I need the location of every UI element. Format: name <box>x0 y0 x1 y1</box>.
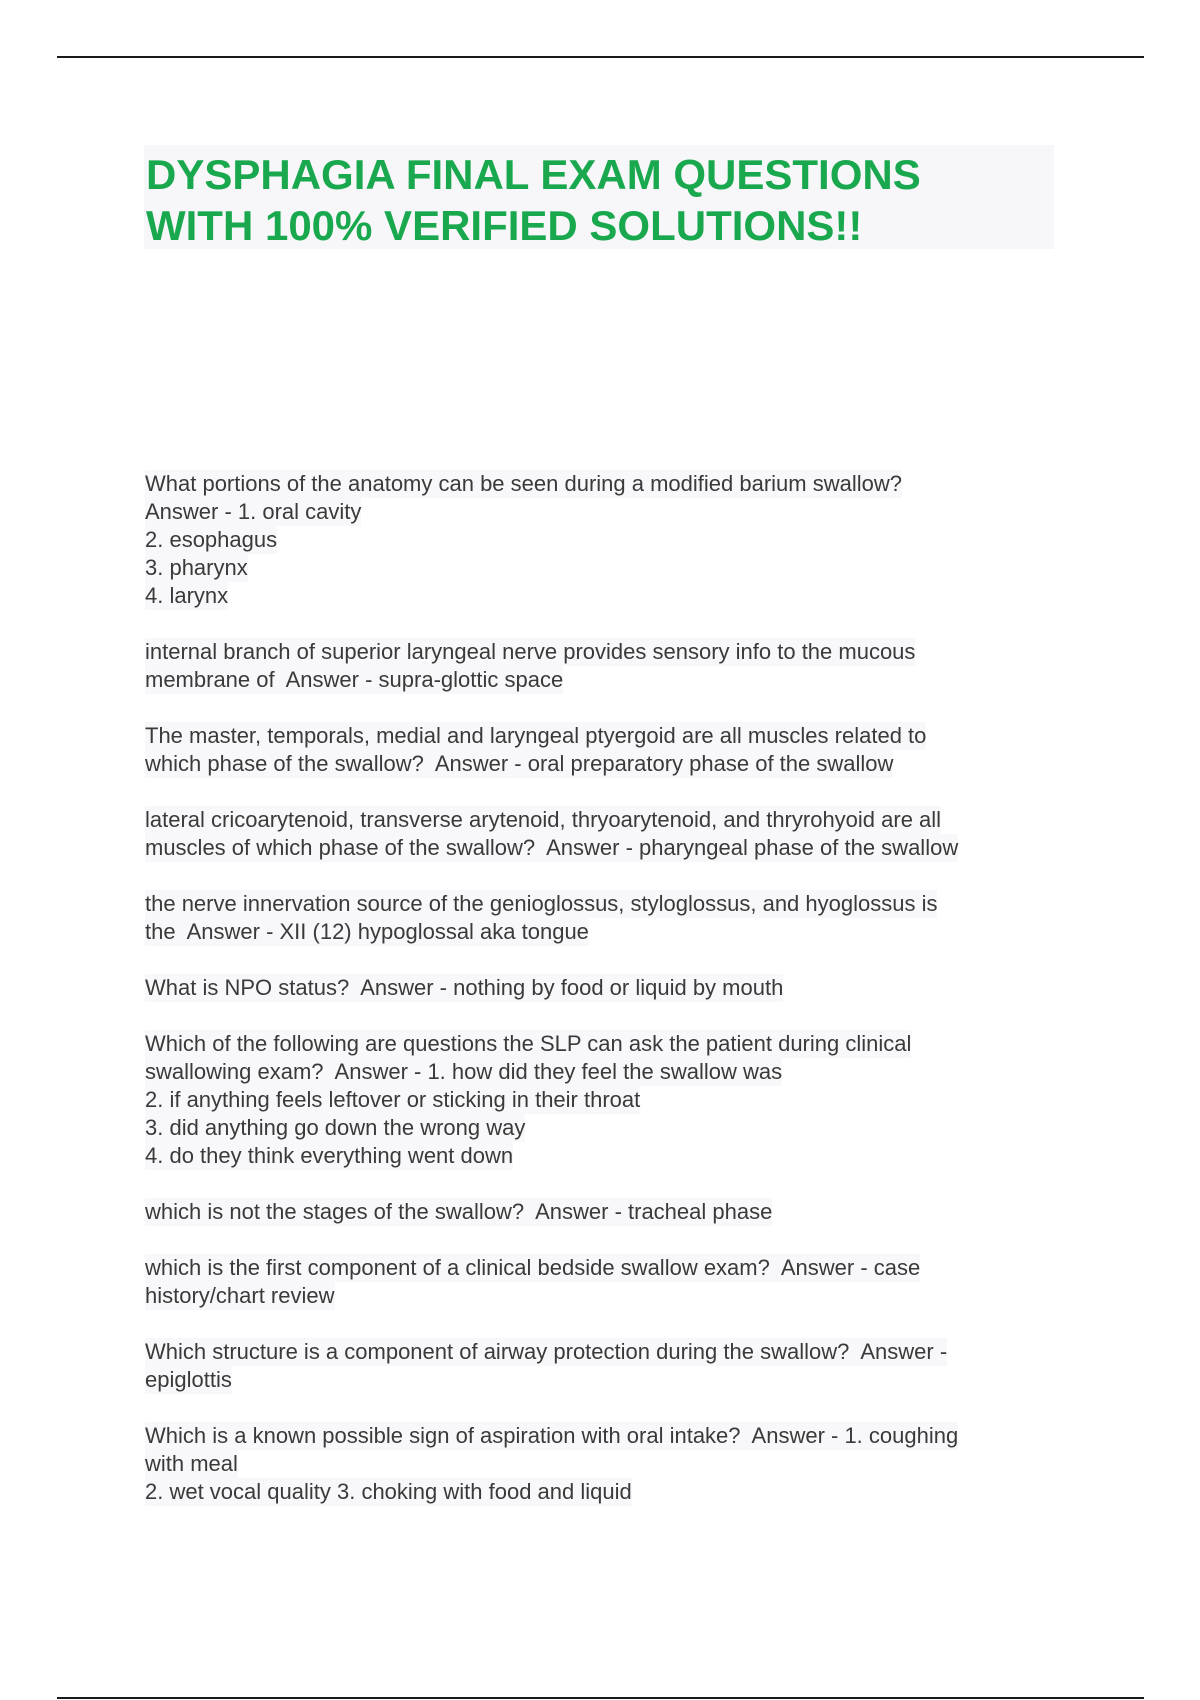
title-line-2: WITH 100% VERIFIED SOLUTIONS!! <box>146 202 863 249</box>
qa-line: 2. esophagus <box>145 527 278 552</box>
qa-line: The master, temporals, medial and laryngeal ptyergoid are all muscles related to <box>145 723 927 748</box>
qa-line: 4. do they think everything went down <box>145 1143 514 1168</box>
question-answer-list <box>145 470 1065 1534</box>
qa-item <box>145 722 1065 778</box>
qa-item <box>145 1338 1065 1394</box>
qa-line: epiglottis <box>145 1367 232 1392</box>
qa-line: with meal <box>145 1451 238 1476</box>
qa-line: muscles of which phase of the swallow? Answer - pharyngeal phase of the swallow <box>145 835 959 860</box>
qa-line: membrane of Answer - supra-glottic space <box>145 667 564 692</box>
qa-line: the Answer - XII (12) hypoglossal aka tongue <box>145 919 589 944</box>
title-line-1: DYSPHAGIA FINAL EXAM QUESTIONS <box>146 151 921 198</box>
qa-line: 2. if anything feels leftover or sticking in their throat <box>145 1087 641 1112</box>
qa-item <box>145 1254 1065 1310</box>
qa-line: Which structure is a component of airway protection during the swallow? Answer - <box>145 1339 948 1364</box>
qa-line: which is the first component of a clinical bedside swallow exam? Answer - case <box>145 1255 921 1280</box>
qa-line: swallowing exam? Answer - 1. how did they feel the swallow was <box>145 1059 783 1084</box>
qa-line: Which of the following are questions the SLP can ask the patient during clinical <box>145 1031 912 1056</box>
qa-line: 3. did anything go down the wrong way <box>145 1115 526 1140</box>
qa-item <box>145 1030 1065 1170</box>
document-title <box>144 145 1054 249</box>
qa-line: 2. wet vocal quality 3. choking with food and liquid <box>145 1479 632 1504</box>
header-rule <box>57 56 1144 58</box>
qa-item <box>145 470 1065 610</box>
qa-line: lateral cricoarytenoid, transverse arytenoid, thryoarytenoid, and thryrohyoid are all <box>145 807 942 832</box>
qa-line: 4. larynx <box>145 583 229 608</box>
qa-item <box>145 1198 1065 1226</box>
qa-line: What portions of the anatomy can be seen during a modified barium swallow? <box>145 471 902 496</box>
qa-line: 3. pharynx <box>145 555 248 580</box>
footer-rule <box>57 1697 1144 1699</box>
qa-line: What is NPO status? Answer - nothing by food or liquid by mouth <box>145 975 784 1000</box>
qa-item <box>145 974 1065 1002</box>
qa-line: internal branch of superior laryngeal nerve provides sensory info to the mucous <box>145 639 916 664</box>
qa-line: Which is a known possible sign of aspiration with oral intake? Answer - 1. coughing <box>145 1423 959 1448</box>
qa-line: which phase of the swallow? Answer - oral preparatory phase of the swallow <box>145 751 894 776</box>
qa-line: history/chart review <box>145 1283 335 1308</box>
qa-item <box>145 1422 1065 1506</box>
qa-item <box>145 806 1065 862</box>
qa-item <box>145 890 1065 946</box>
qa-line: the nerve innervation source of the genioglossus, styloglossus, and hyoglossus is <box>145 891 938 916</box>
qa-line: Answer - 1. oral cavity <box>145 499 362 524</box>
qa-line: which is not the stages of the swallow? Answer - tracheal phase <box>145 1199 773 1224</box>
qa-item <box>145 638 1065 694</box>
